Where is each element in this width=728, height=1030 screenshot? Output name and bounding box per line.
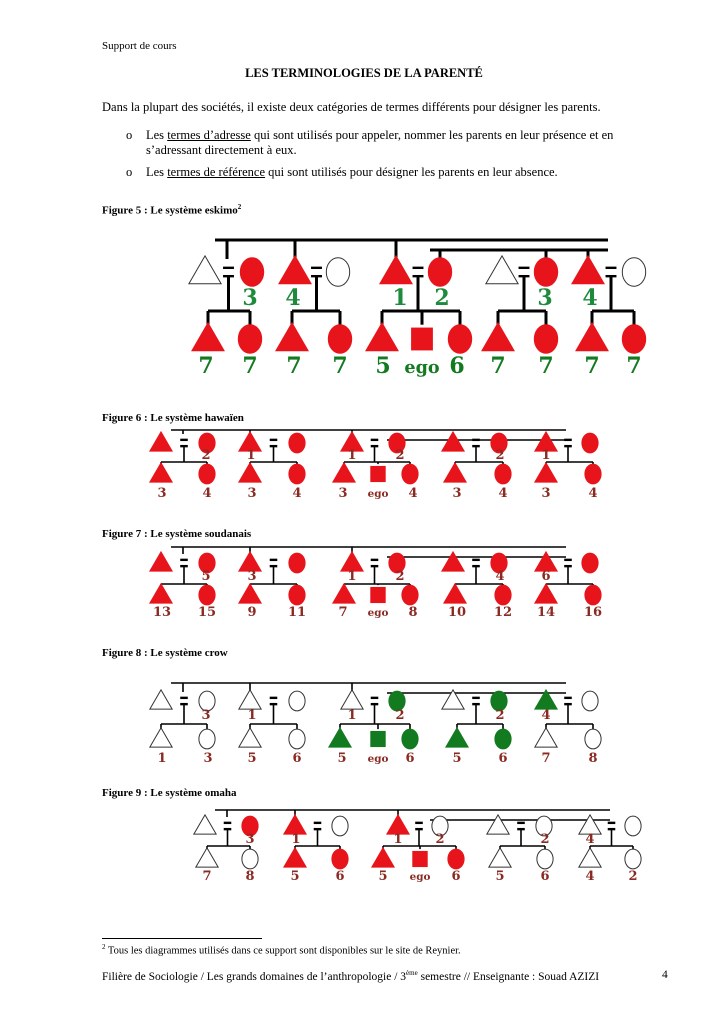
- male-symbol: [380, 256, 412, 284]
- marriage-sign: [270, 445, 278, 447]
- child-term-label: 4: [498, 486, 508, 501]
- marriage-sign: [180, 697, 188, 699]
- marriage-sign: [415, 822, 423, 824]
- female-symbol: [199, 464, 215, 484]
- parent-term-label: 2: [201, 448, 211, 463]
- marriage-sign: [606, 267, 617, 269]
- marriage-sign: [270, 439, 278, 441]
- female-symbol: [495, 585, 511, 605]
- marriage-sign: [564, 445, 572, 447]
- marriage-sign: [472, 559, 480, 561]
- running-header: Support de cours: [102, 40, 177, 52]
- marriage-sign: [371, 565, 379, 567]
- female-symbol: [622, 325, 645, 354]
- ego-symbol: [371, 731, 385, 746]
- male-symbol: [489, 848, 511, 867]
- child-term-label: 7: [338, 605, 348, 620]
- marriage-sign: [223, 267, 234, 269]
- female-symbol: [326, 258, 349, 287]
- child-term-label: 6: [405, 751, 415, 766]
- marriage-sign: [564, 703, 572, 705]
- parent-term-label: 2: [495, 448, 505, 463]
- male-symbol: [329, 728, 351, 747]
- female-symbol: [537, 849, 553, 869]
- page-footer: Filière de Sociologie / Les grands domaines de l’anthropologie / 3ème semestre // Enseignante : Souad AZIZI: [102, 969, 600, 983]
- male-symbol: [487, 815, 509, 834]
- parent-term-label: 2: [434, 285, 450, 311]
- male-symbol: [444, 463, 466, 482]
- parent-term-label: 2: [540, 832, 550, 847]
- male-symbol: [535, 584, 557, 603]
- parent-term-label: 1: [291, 832, 301, 847]
- male-symbol: [284, 848, 306, 867]
- male-symbol: [333, 584, 355, 603]
- male-symbol: [442, 552, 464, 571]
- child-term-label: 5: [290, 869, 300, 884]
- marriage-sign: [472, 697, 480, 699]
- marriage-sign: [314, 828, 322, 830]
- marriage-sign: [180, 439, 188, 441]
- female-symbol: [582, 691, 598, 711]
- female-symbol: [289, 729, 305, 749]
- child-term-label: 7: [538, 353, 554, 379]
- female-symbol: [495, 729, 511, 749]
- child-term-label: 15: [197, 605, 217, 620]
- male-symbol: [572, 256, 604, 284]
- child-term-label: 7: [286, 353, 302, 379]
- child-term-label: 5: [337, 751, 347, 766]
- marriage-sign: [472, 565, 480, 567]
- marriage-sign: [564, 559, 572, 561]
- male-symbol: [196, 848, 218, 867]
- child-term-label: 7: [626, 353, 642, 379]
- child-term-label: 4: [408, 486, 418, 501]
- marriage-sign: [270, 697, 278, 699]
- figure-caption-omaha: Figure 9 : Le système omaha: [102, 787, 237, 799]
- child-term-label: 7: [202, 869, 212, 884]
- marriage-sign: [270, 565, 278, 567]
- female-symbol: [289, 691, 305, 711]
- male-symbol: [194, 815, 216, 834]
- figure-caption-hawaiian: Figure 6 : Le système hawaïen: [102, 412, 244, 424]
- marriage-sign: [371, 697, 379, 699]
- female-symbol: [328, 325, 351, 354]
- female-symbol: [332, 849, 348, 869]
- ego-symbol: [412, 328, 433, 350]
- ego-label: ego: [367, 607, 389, 619]
- child-term-label: 3: [541, 486, 551, 501]
- parent-term-label: 6: [541, 569, 551, 584]
- parent-term-label: 1: [347, 448, 357, 463]
- marriage-sign: [180, 703, 188, 705]
- marriage-sign: [564, 565, 572, 567]
- ego-symbol: [413, 851, 427, 866]
- marriage-sign: [564, 439, 572, 441]
- male-symbol: [192, 323, 224, 351]
- female-symbol: [240, 258, 263, 287]
- bullet-reference-terms: Les termes de référence qui sont utilisés pour désigner les parents en leur absence.: [146, 165, 558, 179]
- child-term-label: 7: [332, 353, 348, 379]
- female-symbol: [625, 849, 641, 869]
- term-reference: termes de référence: [167, 165, 266, 179]
- male-symbol: [341, 690, 363, 709]
- child-term-label: 11: [287, 605, 307, 620]
- female-symbol: [534, 325, 557, 354]
- female-symbol: [289, 433, 305, 453]
- child-term-label: 6: [451, 869, 461, 884]
- child-term-label: 7: [584, 353, 600, 379]
- female-symbol: [402, 464, 418, 484]
- ego-label: ego: [367, 753, 389, 765]
- figure-caption-eskimo: Figure 5 : Le système eskimo$^2$: [102, 203, 242, 217]
- male-symbol: [576, 323, 608, 351]
- parent-term-label: 1: [392, 285, 408, 311]
- child-term-label: 6: [498, 751, 508, 766]
- female-symbol: [428, 258, 451, 287]
- child-term-label: 13: [152, 605, 172, 620]
- male-symbol: [579, 848, 601, 867]
- child-term-label: 6: [449, 353, 465, 379]
- marriage-sign: [413, 267, 424, 269]
- ego-label: ego: [404, 357, 440, 378]
- child-term-label: 6: [335, 869, 345, 884]
- child-term-label: 1: [157, 751, 167, 766]
- female-symbol: [582, 433, 598, 453]
- child-term-label: 5: [375, 353, 391, 379]
- child-term-label: 5: [495, 869, 505, 884]
- marriage-sign: [371, 439, 379, 441]
- child-term-label: 14: [536, 605, 556, 620]
- parent-term-label: 1: [347, 708, 357, 723]
- marriage-sign: [180, 445, 188, 447]
- female-symbol: [625, 816, 641, 836]
- male-symbol: [150, 463, 172, 482]
- bullet-marker: o: [126, 165, 133, 179]
- female-symbol: [585, 729, 601, 749]
- male-symbol: [446, 728, 468, 747]
- child-term-label: 3: [247, 486, 257, 501]
- parent-term-label: 3: [247, 569, 257, 584]
- female-symbol: [199, 729, 215, 749]
- female-symbol: [448, 325, 471, 354]
- marriage-sign: [224, 822, 232, 824]
- parent-term-label: 2: [395, 569, 405, 584]
- parent-term-label: 1: [246, 448, 256, 463]
- parent-term-label: 4: [495, 569, 505, 584]
- child-term-label: 10: [447, 605, 467, 620]
- marriage-sign: [371, 445, 379, 447]
- parent-term-label: 1: [541, 448, 551, 463]
- female-symbol: [289, 464, 305, 484]
- male-symbol: [239, 584, 261, 603]
- marriage-sign: [371, 703, 379, 705]
- child-term-label: 7: [198, 353, 214, 379]
- child-term-label: 5: [247, 751, 257, 766]
- child-term-label: 5: [378, 869, 388, 884]
- marriage-sign: [371, 559, 379, 561]
- male-symbol: [239, 728, 261, 747]
- child-term-label: 9: [247, 605, 257, 620]
- female-symbol: [448, 849, 464, 869]
- male-symbol: [150, 552, 172, 571]
- female-symbol: [402, 729, 418, 749]
- footnote-separator: [102, 938, 262, 939]
- male-symbol: [442, 432, 464, 451]
- male-symbol: [535, 463, 557, 482]
- child-term-label: 3: [203, 751, 213, 766]
- female-symbol: [289, 585, 305, 605]
- male-symbol: [150, 728, 172, 747]
- intro-paragraph: Dans la plupart des sociétés, il existe deux catégories de termes différents pour désigner les parents.: [102, 100, 601, 114]
- child-term-label: 3: [452, 486, 462, 501]
- marriage-sign: [608, 822, 616, 824]
- female-symbol: [402, 585, 418, 605]
- parent-term-label: 2: [495, 708, 505, 723]
- parent-term-label: 3: [242, 285, 258, 311]
- female-symbol: [582, 553, 598, 573]
- marriage-sign: [311, 267, 322, 269]
- male-symbol: [372, 848, 394, 867]
- ego-label: ego: [367, 488, 389, 500]
- marriage-sign: [517, 828, 525, 830]
- marriage-sign: [472, 703, 480, 705]
- ego-symbol: [371, 466, 385, 481]
- parent-term-label: 1: [393, 832, 403, 847]
- male-symbol: [279, 256, 311, 284]
- child-term-label: 2: [628, 869, 638, 884]
- child-term-label: 6: [292, 751, 302, 766]
- female-symbol: [585, 585, 601, 605]
- marriage-sign: [180, 565, 188, 567]
- female-symbol: [289, 553, 305, 573]
- male-symbol: [276, 323, 308, 351]
- male-symbol: [189, 256, 221, 284]
- child-term-label: 7: [242, 353, 258, 379]
- child-term-label: 4: [585, 869, 595, 884]
- parent-term-label: 3: [201, 708, 211, 723]
- parent-term-label: 4: [541, 708, 551, 723]
- marriage-sign: [519, 267, 530, 269]
- marriage-sign: [224, 828, 232, 830]
- male-symbol: [239, 690, 261, 709]
- term-address: termes d’adresse: [167, 128, 251, 142]
- male-symbol: [535, 728, 557, 747]
- ego-symbol: [371, 587, 385, 602]
- male-symbol: [444, 584, 466, 603]
- page-number: 4: [662, 969, 668, 981]
- female-symbol: [199, 585, 215, 605]
- child-term-label: 8: [408, 605, 418, 620]
- child-term-label: 5: [452, 751, 462, 766]
- female-symbol: [534, 258, 557, 287]
- male-symbol: [150, 584, 172, 603]
- female-symbol: [238, 325, 261, 354]
- female-symbol: [332, 816, 348, 836]
- page-title: LES TERMINOLOGIES DE LA PARENTÉ: [245, 66, 483, 80]
- child-term-label: 7: [490, 353, 506, 379]
- male-symbol: [239, 463, 261, 482]
- child-term-label: 3: [157, 486, 167, 501]
- parent-term-label: 4: [285, 285, 301, 311]
- bullet-marker: o: [126, 128, 133, 142]
- female-symbol: [585, 464, 601, 484]
- marriage-sign: [564, 697, 572, 699]
- marriage-sign: [314, 822, 322, 824]
- parent-term-label: 2: [395, 708, 405, 723]
- parent-term-label: 4: [582, 285, 598, 311]
- parent-term-label: 3: [245, 832, 255, 847]
- footnote: $^2$ Tous les diagrammes utilisés dans ce support sont disponibles sur le site de Reynier.: [102, 943, 461, 957]
- parent-term-label: 1: [347, 569, 357, 584]
- child-term-label: 8: [588, 751, 598, 766]
- child-term-label: 7: [541, 751, 551, 766]
- marriage-sign: [517, 822, 525, 824]
- male-symbol: [150, 690, 172, 709]
- figure-caption-crow: Figure 8 : Le système crow: [102, 647, 228, 659]
- parent-term-label: 2: [395, 448, 405, 463]
- parent-term-label: 3: [537, 285, 553, 311]
- male-symbol: [486, 256, 518, 284]
- child-term-label: 4: [292, 486, 302, 501]
- female-symbol: [622, 258, 645, 287]
- child-term-label: 3: [338, 486, 348, 501]
- child-term-label: 4: [202, 486, 212, 501]
- parent-term-label: 4: [585, 832, 595, 847]
- marriage-sign: [270, 559, 278, 561]
- marriage-sign: [472, 445, 480, 447]
- male-symbol: [150, 432, 172, 451]
- figure-caption-sudanese: Figure 7 : Le système soudanais: [102, 528, 252, 540]
- ego-label: ego: [409, 871, 431, 883]
- bullet-address-terms: Les termes d’adresse qui sont utilisés pour appeler, nommer les parents en leur présence et en s’adressant directement à eux.: [146, 128, 614, 157]
- marriage-sign: [472, 439, 480, 441]
- child-term-label: 16: [583, 605, 603, 620]
- parent-term-label: 2: [435, 832, 445, 847]
- marriage-sign: [180, 559, 188, 561]
- male-symbol: [333, 463, 355, 482]
- female-symbol: [495, 464, 511, 484]
- marriage-sign: [608, 828, 616, 830]
- male-symbol: [366, 323, 398, 351]
- child-term-label: 4: [588, 486, 598, 501]
- marriage-sign: [270, 703, 278, 705]
- child-term-label: 8: [245, 869, 255, 884]
- male-symbol: [482, 323, 514, 351]
- female-symbol: [242, 849, 258, 869]
- child-term-label: 6: [540, 869, 550, 884]
- parent-term-label: 5: [201, 569, 211, 584]
- marriage-sign: [415, 828, 423, 830]
- child-term-label: 12: [493, 605, 513, 620]
- parent-term-label: 1: [247, 708, 257, 723]
